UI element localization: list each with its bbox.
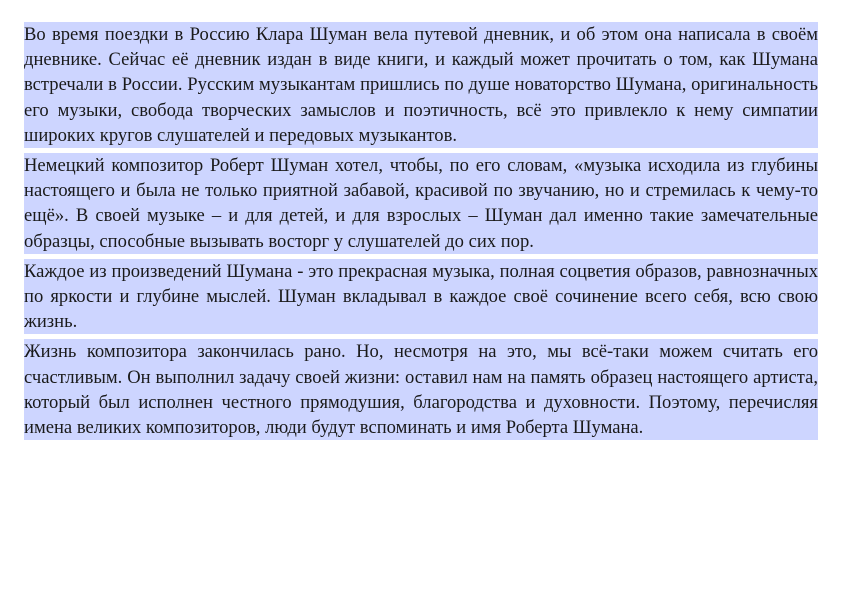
text-block	[24, 22, 818, 440]
paragraph-1: Во время поездки в Россию Клара Шуман вела путевой дневник, и об этом она написала в своём дневнике. Сейчас её дневник издан в виде книги, и каждый может прочитать о том, как Шумана встречали в России. Русским музыкантам пришлись по душе новаторство Шумана, оригинальность его музыки, свобода творческих замыслов и поэтичность, всё это привлекло к нему симпатии широких кругов слушателей и передовых музыкантов.	[24, 22, 818, 148]
paragraph-2: Немецкий композитор Роберт Шуман хотел, чтобы, по его словам, «музыка исходила из глубины настоящего и была не только приятной забавой, красивой по звучанию, но и стремилась к чему-то ещё». В своей музыке – и для детей, и для взрослых – Шуман дал именно такие замечательные образцы, способные вызывать восторг у слушателей до сих пор.	[24, 153, 818, 254]
paragraph-3: Каждое из произведений Шумана - это прекрасная музыка, полная соцветия образов, равнозначных по яркости и глубине мыслей. Шуман вкладывал в каждое своё сочинение всего себя, всю свою жизнь.	[24, 259, 818, 335]
paragraph-4: Жизнь композитора закончилась рано. Но, несмотря на это, мы всё-таки можем считать его счастливым. Он выполнил задачу своей жизни: оставил нам на память образец настоящего артиста, который был исполнен честного прямодушия, благородства и духовности. Поэтому, перечисляя имена великих композиторов, люди будут вспоминать и имя Роберта Шумана.	[24, 339, 818, 440]
